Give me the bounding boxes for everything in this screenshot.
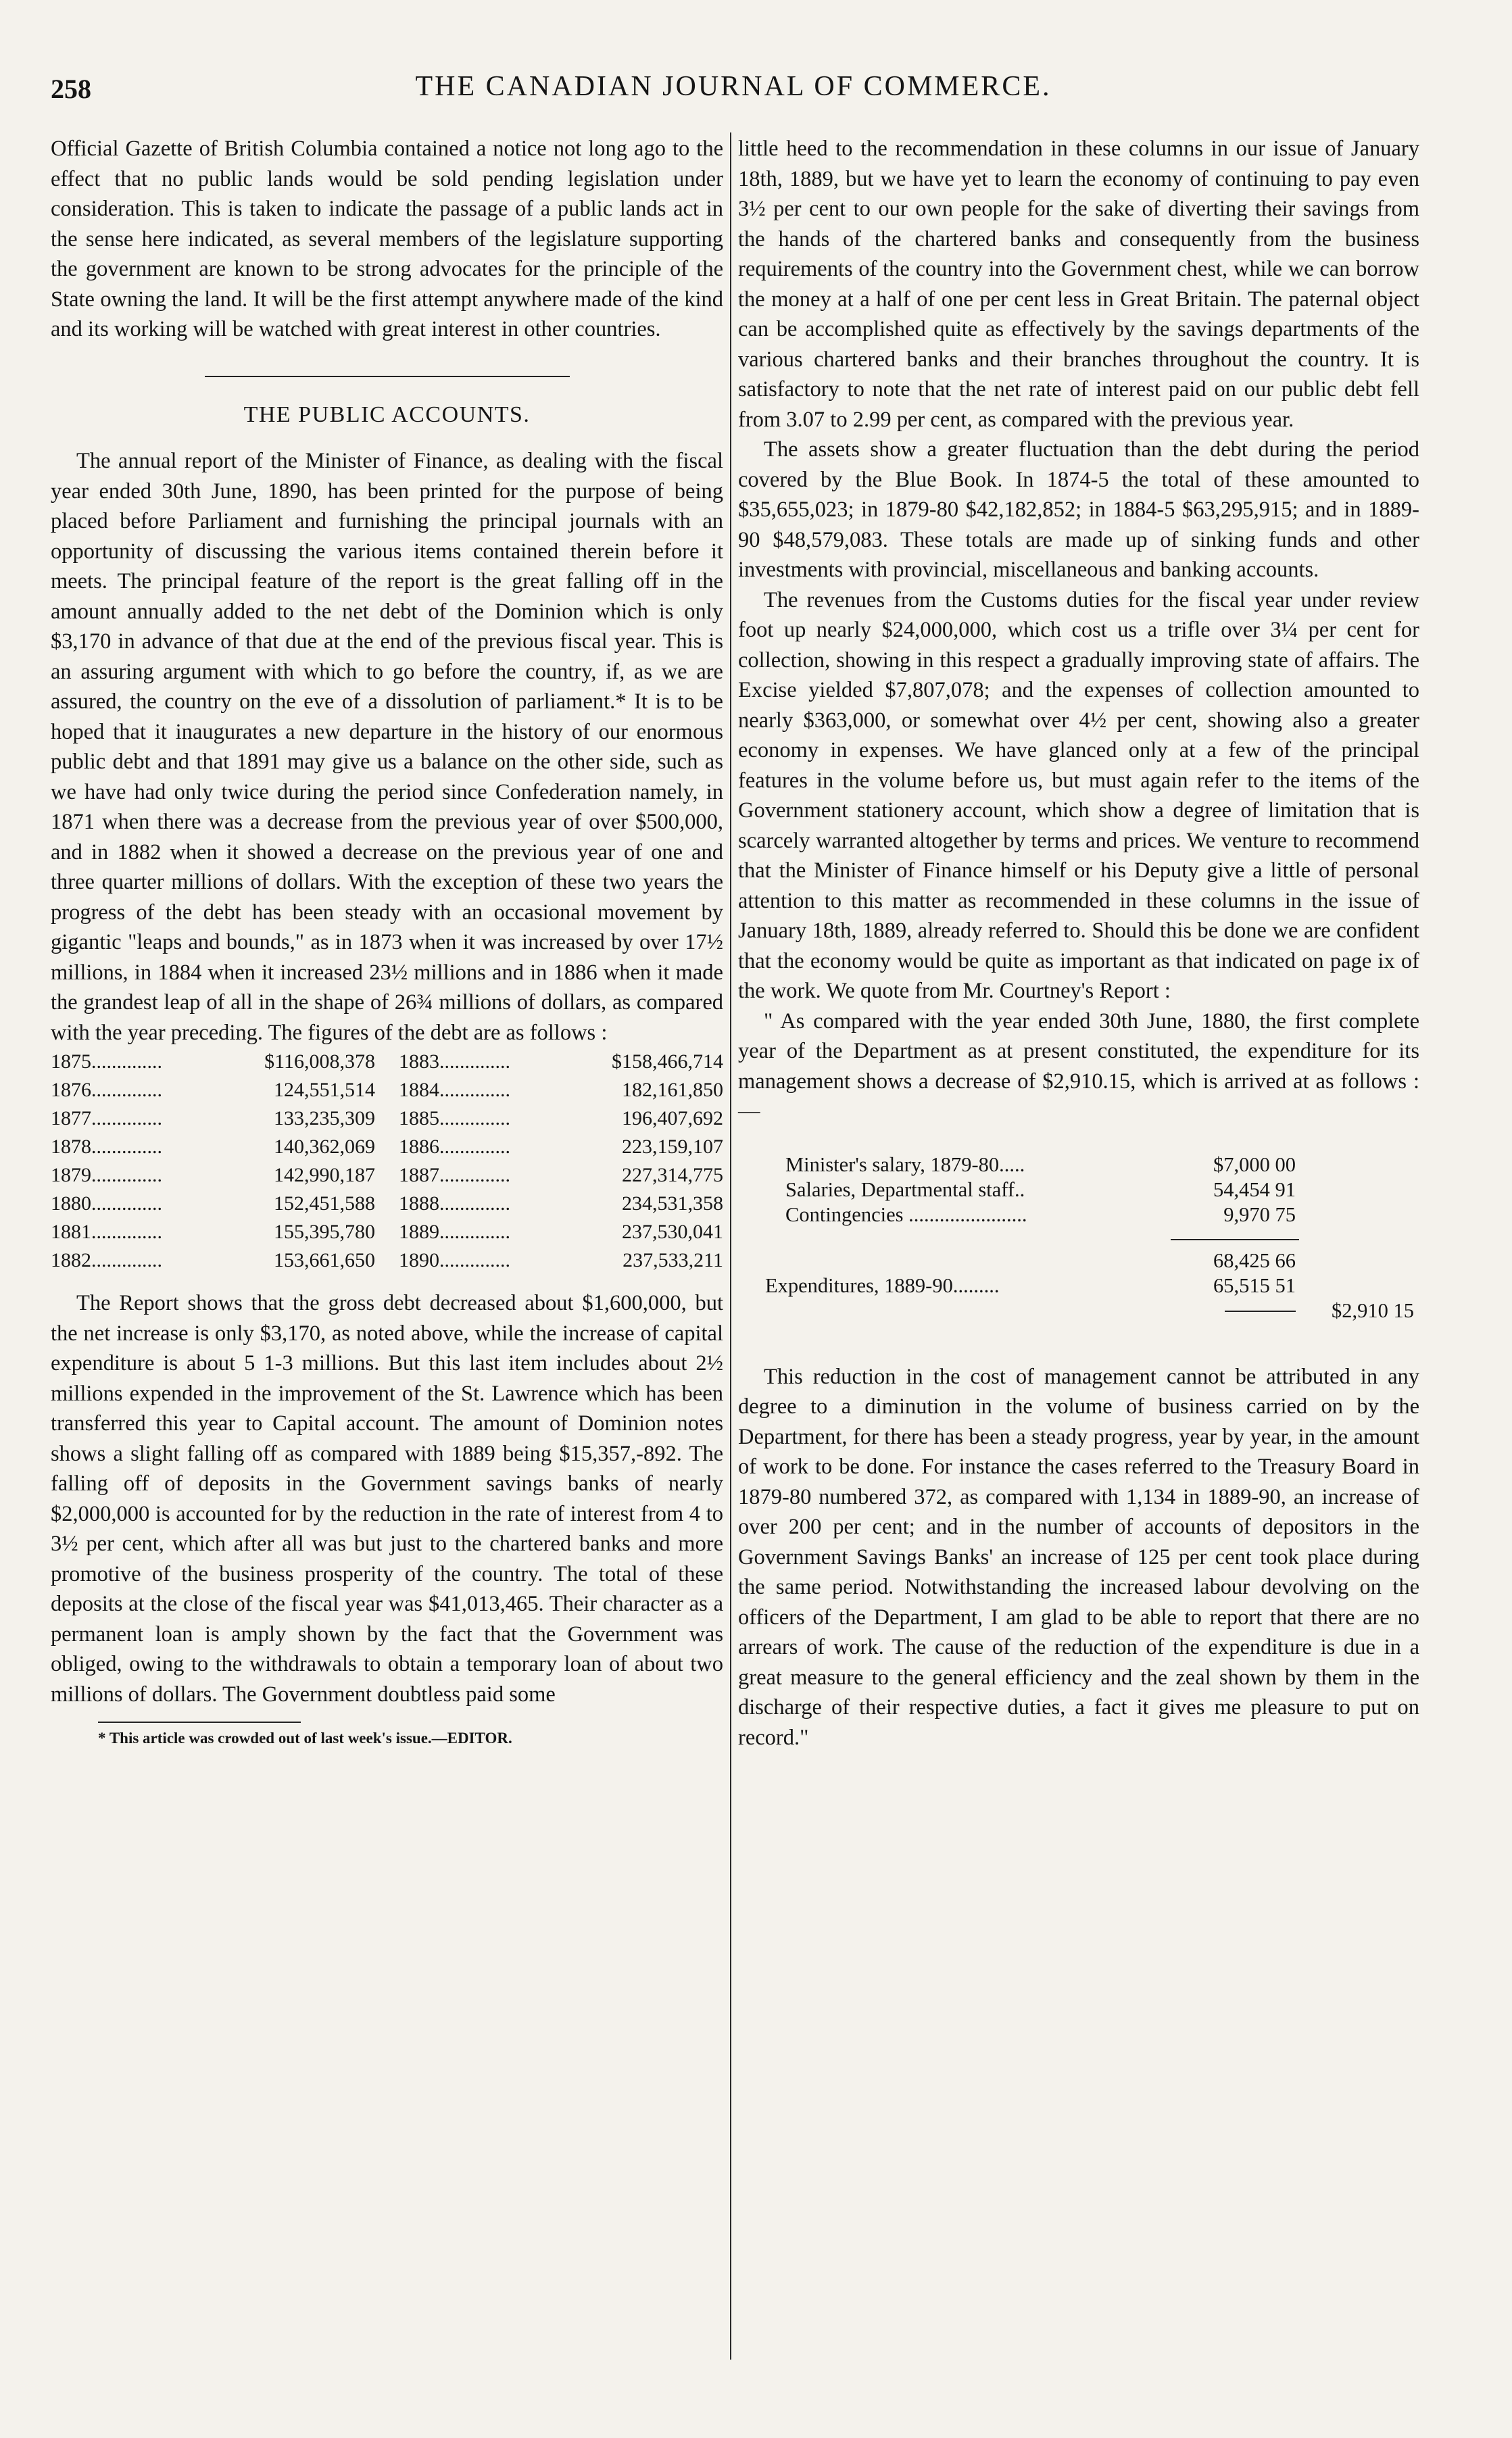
debt-row bbox=[51, 1246, 375, 1275]
revenues-paragraph: The revenues from the Customs duties for the fiscal year under review foot up nearly $24,000,000, which cost us a trifle over 3¼ per cent for collection, showing in this respect a gradually improving state of affairs. The Excise yielded $7,807,078; and the expenses of collection amounted to nearly $363,000, or somewhat over 4½ per cent, showing also a greater economy in expenses. We have glanced only at a few of the principal features in the volume before us, but must again refer to the items of the Government stationery account, which show a degree of limitation that is scarcely warranted altogether by terms and prices. We venture to recommend that the Minister of Finance himself or his Deputy give a little of personal attention to this matter as recommended in these columns in the issue of January 18th, 1889, already referred to. Should this be done we are confident that the economy would be quite as important as that indicated on page ix of the work. We quote from Mr. Courtney's Report : bbox=[738, 587, 1419, 1003]
account-value: 9,970 75 bbox=[1223, 1202, 1296, 1226]
debt-year: 1890.............. bbox=[399, 1249, 510, 1271]
debt-year: 1881.............. bbox=[51, 1221, 162, 1243]
debt-row bbox=[51, 1190, 375, 1218]
account-subtotal: 68,425 66 bbox=[1213, 1248, 1296, 1272]
debt-year: 1889.............. bbox=[399, 1221, 510, 1243]
footnote-rule bbox=[98, 1722, 301, 1723]
account-row bbox=[738, 1177, 1419, 1202]
debt-amount: $116,008,378 bbox=[264, 1050, 375, 1073]
debt-amount: $158,466,714 bbox=[612, 1050, 723, 1073]
account-label: Salaries, Departmental staff.. bbox=[785, 1177, 1025, 1201]
debt-year: 1875.............. bbox=[51, 1050, 162, 1073]
debt-year: 1880.............. bbox=[51, 1192, 162, 1215]
debt-year: 1885.............. bbox=[399, 1107, 510, 1129]
debt-amount: 152,451,588 bbox=[274, 1192, 375, 1215]
debt-table-right-column bbox=[399, 1048, 723, 1275]
debt-amount: 227,314,775 bbox=[622, 1164, 723, 1186]
account-value: 54,454 91 bbox=[1213, 1177, 1296, 1201]
debt-row bbox=[51, 1076, 375, 1104]
debt-row bbox=[51, 1218, 375, 1246]
article-paragraph-2: The Report shows that the gross debt decreased about $1,600,000, but the net increase is only $3,170, as noted above, while the increase of capital expenditure is about 5 1-3 millions. But this last item includes about 2½ millions expended in the improvement of the St. Lawrence which has been transferred this year to Capital account. The amount of Dominion notes shows a slight falling off as compared with 1889 being $15,357,-892. The falling off of deposits in the Government savings banks of nearly $2,000,000 is accounted for by the reduction in the rate of interest from 4 to 3½ per cent, which after all was but just to the chartered banks and more promotive of the business prosperity of the country. The total of these deposits at the close of the fiscal year was $41,013,465. Their character as a permanent loan is amply shown by the fact that the Government was obliged, owing to the withdrawals to obtain a temporary loan of about two millions of dollars. The Government doubtless paid some bbox=[51, 1291, 723, 1707]
debt-amount: 223,159,107 bbox=[622, 1136, 723, 1158]
debt-amount: 142,990,187 bbox=[274, 1164, 375, 1186]
debt-amount: 124,551,514 bbox=[274, 1079, 375, 1101]
debt-year: 1887.............. bbox=[399, 1164, 510, 1186]
account-label: Contingencies ....................... bbox=[785, 1202, 1027, 1226]
debt-row bbox=[399, 1246, 723, 1275]
left-column bbox=[51, 134, 723, 1749]
section-divider-rule bbox=[205, 376, 570, 377]
debt-year: 1886.............. bbox=[399, 1136, 510, 1158]
debt-row bbox=[399, 1104, 723, 1133]
reduction-paragraph: This reduction in the cost of management cannot be attributed in any degree to a diminution in the volume of business carried on by the Department, for there has been a steady progress, year by year, in the amount of work to be done. For instance the cases referred to the Treasury Board in 1879-80 numbered 372, as compared with 1,134 in 1889-90, an increase of over 200 per cent; and in the number of accounts of depositors in the Government Savings Banks' an increase of 125 per cent took place during the same period. Notwithstanding the increased labour devolving on the officers of the Department, I am glad to be able to report that there are no arrears of work. The cause of the reduction of the expenditure is due in a great measure to the general efficiency and the zeal shown by them in the discharge of their respective duties, a fact it gives me pleasure to put on record." bbox=[738, 1364, 1419, 1750]
debt-row bbox=[399, 1161, 723, 1190]
intro-paragraph: Official Gazette of British Columbia contained a notice not long ago to the effect that no public lands would be sold pending legislation under consideration. This is taken to indicate the passage of a public lands act in the sense here indicated, as several members of the legislature supporting the government are known to be strong advocates for the principle of the State owning the land. It will be the first attempt anywhere made of the kind and its working will be watched with great interest in other countries. bbox=[51, 137, 723, 341]
page-number: 258 bbox=[51, 74, 91, 104]
account-row bbox=[738, 1273, 1419, 1298]
account-value: 65,515 51 bbox=[1213, 1273, 1296, 1297]
debt-year: 1883.............. bbox=[399, 1050, 510, 1073]
debt-year: 1884.............. bbox=[399, 1079, 510, 1101]
debt-year: 1878.............. bbox=[51, 1136, 162, 1158]
debt-row bbox=[51, 1161, 375, 1190]
debt-row bbox=[399, 1218, 723, 1246]
debt-amount: 155,395,780 bbox=[274, 1221, 375, 1243]
debt-row bbox=[51, 1104, 375, 1133]
subtotal-rule bbox=[1171, 1239, 1299, 1240]
debt-amount: 237,530,041 bbox=[622, 1221, 723, 1243]
debt-row bbox=[51, 1048, 375, 1076]
debt-row bbox=[399, 1048, 723, 1076]
account-label: Expenditures, 1889-90......... bbox=[765, 1273, 1000, 1297]
debt-year: 1882.............. bbox=[51, 1249, 162, 1271]
account-row bbox=[738, 1202, 1419, 1227]
debt-year: 1888.............. bbox=[399, 1192, 510, 1215]
debt-amount: 234,531,358 bbox=[622, 1192, 723, 1215]
debt-row bbox=[399, 1076, 723, 1104]
journal-title: THE CANADIAN JOURNAL OF COMMERCE. bbox=[415, 71, 1052, 102]
debt-table-left-column bbox=[51, 1048, 375, 1275]
debt-amount: 140,362,069 bbox=[274, 1136, 375, 1158]
debt-year: 1879.............. bbox=[51, 1164, 162, 1186]
debt-amount: 237,533,211 bbox=[623, 1249, 723, 1271]
account-label: Minister's salary, 1879-80..... bbox=[785, 1152, 1025, 1176]
debt-row bbox=[51, 1133, 375, 1161]
page-header bbox=[51, 68, 1416, 108]
account-difference-row bbox=[738, 1298, 1419, 1323]
debt-year: 1876.............. bbox=[51, 1079, 162, 1101]
debt-year: 1877.............. bbox=[51, 1107, 162, 1129]
debt-table bbox=[51, 1048, 723, 1275]
debt-amount: 133,235,309 bbox=[274, 1107, 375, 1129]
debt-amount: 182,161,850 bbox=[622, 1079, 723, 1101]
account-subtotal-row bbox=[738, 1248, 1419, 1273]
debt-amount: 153,661,650 bbox=[274, 1249, 375, 1271]
debt-row bbox=[399, 1133, 723, 1161]
expenditure-account bbox=[738, 1139, 1419, 1355]
section-title: THE PUBLIC ACCOUNTS. bbox=[243, 401, 531, 427]
footnote: * This article was crowded out of last week's issue.—EDITOR. bbox=[98, 1730, 512, 1747]
debt-row bbox=[399, 1190, 723, 1218]
assets-paragraph: The assets show a greater fluctuation than the debt during the period covered by the Blue Book. In 1874-5 the total of these amounted to $35,655,023; in 1879-80 $42,182,852; in 1884-5 $63,295,915; and in 1889-90 $48,579,083. These totals are made up of sinking funds and other investments with provincial, miscellaneous and banking accounts. bbox=[738, 437, 1419, 582]
report-quote-intro: " As compared with the year ended 30th June, 1880, the first complete year of the Department as at present constituted, the expenditure for its management shows a decrease of $2,910.15, which is arrived at as follows :— bbox=[738, 1008, 1419, 1123]
column-divider bbox=[730, 132, 731, 2360]
debt-amount: 196,407,692 bbox=[622, 1107, 723, 1129]
article-continuation: little heed to the recommendation in these columns in our issue of January 18th, 1889, but we have yet to learn the economy of continuing to pay even 3½ per cent to our own people for the sake of diverting their savings from the hands of the chartered banks and consequently from the business requirements of the country into the Government chest, while we can borrow the money at a half of one per cent less in Great Britain. The paternal object can be accomplished quite as effectively by the savings departments of the various chartered banks and their branches throughout the country. It is satisfactory to note that the net rate of interest paid on our public debt fell from 3.07 to 2.99 per cent, as compared with the previous year. bbox=[738, 137, 1419, 432]
article-paragraph-1: The annual report of the Minister of Finance, as dealing with the fiscal year ended 30th June, 1890, has been printed for the purpose of being placed before Parliament and furnishing the principal journals with an opportunity of discussing the various items contained therein before it meets. The principal feature of the report is the great falling off in the amount annually added to the net debt of the Dominion which is only $3,170 in advance of that due at the end of the previous fiscal year. This is an assuring argument with which to go before the country, if, as we are assured, the country on the eve of a dissolution of parliament.* It is to be hoped that it inaugurates a new departure in the history of our enormous public debt and that 1891 may give us a balance on the other side, such as we have had only twice during the period since Confederation namely, in 1871 when there was a decrease from the previous year of over $500,000, and in 1882 when it showed a decrease on the previous year of one and three quarter millions of dollars. With the exception of these two years the progress of the debt has been steady with an occasional movement by gigantic "leaps and bounds," as in 1873 when it was increased by over 17½ millions, in 1884 when it increased 23½ millions and in 1886 when it made the grandest leap of all in the shape of 26¾ millions of dollars, as compared with the year preceding. The figures of the debt are as follows : bbox=[51, 449, 723, 1045]
right-column bbox=[738, 134, 1419, 1753]
account-row bbox=[738, 1152, 1419, 1177]
account-difference: $2,910 15 bbox=[1332, 1298, 1414, 1322]
account-value: $7,000 00 bbox=[1213, 1152, 1296, 1176]
